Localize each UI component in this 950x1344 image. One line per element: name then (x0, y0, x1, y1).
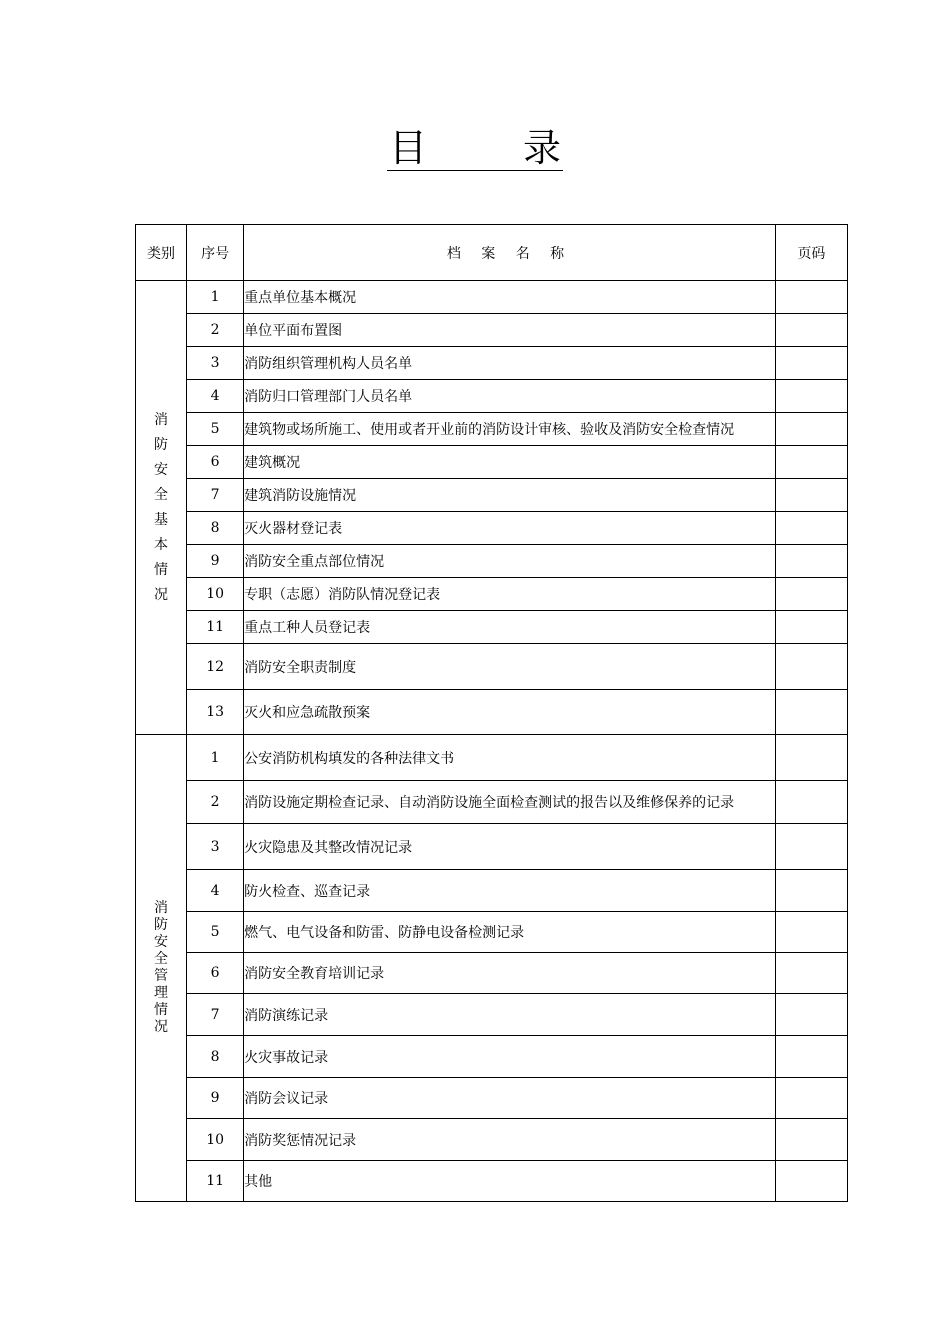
header-row (136, 225, 848, 281)
record-name: 消防组织管理机构人员名单 (244, 347, 776, 380)
row-number: 10 (187, 1119, 244, 1161)
category-label: 消防安全基本情况 (154, 411, 169, 603)
record-name: 消防安全重点部位情况 (244, 545, 776, 578)
toc-table (135, 224, 848, 1202)
table-row (136, 314, 848, 347)
row-number: 9 (187, 545, 244, 578)
record-name: 燃气、电气设备和防雷、防静电设备检测记录 (244, 912, 776, 953)
table-row (136, 781, 848, 824)
record-name: 消防归口管理部门人员名单 (244, 380, 776, 413)
row-number: 8 (187, 1036, 244, 1078)
category-cell (136, 735, 187, 1202)
header-category: 类别 (136, 225, 187, 281)
table-row (136, 735, 848, 781)
page-number-cell (775, 912, 847, 953)
row-number: 3 (187, 347, 244, 380)
table-row (136, 690, 848, 735)
record-name: 灭火和应急疏散预案 (244, 690, 776, 735)
record-name: 专职（志愿）消防队情况登记表 (244, 578, 776, 611)
page-title (0, 126, 950, 171)
record-name: 消防设施定期检查记录、自动消防设施全面检查测试的报告以及维修保养的记录 (244, 781, 776, 824)
page-number-cell (775, 824, 847, 870)
table-row (136, 446, 848, 479)
page-number-cell (775, 1119, 847, 1161)
page-number-cell (775, 1078, 847, 1119)
row-number: 8 (187, 512, 244, 545)
table-row (136, 1161, 848, 1202)
table-row (136, 281, 848, 314)
record-name: 防火检查、巡查记录 (244, 870, 776, 912)
record-name: 公安消防机构填发的各种法律文书 (244, 735, 776, 781)
row-number: 12 (187, 644, 244, 690)
record-name: 重点单位基本概况 (244, 281, 776, 314)
row-number: 2 (187, 314, 244, 347)
record-name: 消防奖惩情况记录 (244, 1119, 776, 1161)
page-number-cell (775, 479, 847, 512)
header-page: 页码 (775, 225, 847, 281)
row-number: 1 (187, 735, 244, 781)
page-number-cell (775, 380, 847, 413)
page-number-cell (775, 644, 847, 690)
table-row (136, 870, 848, 912)
row-number: 4 (187, 870, 244, 912)
record-name: 消防安全教育培训记录 (244, 953, 776, 994)
category-label: 消防安全管理情况 (154, 900, 169, 1035)
page-number-cell (775, 994, 847, 1036)
row-number: 7 (187, 994, 244, 1036)
record-name: 建筑消防设施情况 (244, 479, 776, 512)
title-right-char: 录 (523, 126, 562, 170)
page-number-cell (775, 512, 847, 545)
row-number: 5 (187, 912, 244, 953)
table-row (136, 479, 848, 512)
row-number: 2 (187, 781, 244, 824)
page-number-cell (775, 953, 847, 994)
row-number: 6 (187, 953, 244, 994)
row-number: 4 (187, 380, 244, 413)
row-number: 1 (187, 281, 244, 314)
page-number-cell (775, 690, 847, 735)
table-row (136, 1036, 848, 1078)
page-number-cell (775, 870, 847, 912)
record-name: 其他 (244, 1161, 776, 1202)
row-number: 10 (187, 578, 244, 611)
record-name: 重点工种人员登记表 (244, 611, 776, 644)
record-name: 火灾隐患及其整改情况记录 (244, 824, 776, 870)
table-row (136, 611, 848, 644)
record-name: 单位平面布置图 (244, 314, 776, 347)
record-name: 建筑物或场所施工、使用或者开业前的消防设计审核、验收及消防安全检查情况 (244, 413, 776, 446)
record-name: 消防演练记录 (244, 994, 776, 1036)
header-number: 序号 (187, 225, 244, 281)
row-number: 11 (187, 611, 244, 644)
page-number-cell (775, 314, 847, 347)
record-name: 消防安全职责制度 (244, 644, 776, 690)
page-number-cell (775, 611, 847, 644)
page-number-cell (775, 281, 847, 314)
table-row (136, 512, 848, 545)
header-name: 档 案 名 称 (244, 225, 776, 281)
table-row (136, 347, 848, 380)
record-name: 灭火器材登记表 (244, 512, 776, 545)
table-row (136, 380, 848, 413)
record-name: 建筑概况 (244, 446, 776, 479)
row-number: 13 (187, 690, 244, 735)
table-row (136, 413, 848, 446)
table-row (136, 545, 848, 578)
row-number: 5 (187, 413, 244, 446)
table-row (136, 578, 848, 611)
toc-body (136, 281, 848, 1202)
page-number-cell (775, 347, 847, 380)
page-number-cell (775, 545, 847, 578)
table-row (136, 1078, 848, 1119)
table-row (136, 824, 848, 870)
row-number: 6 (187, 446, 244, 479)
row-number: 7 (187, 479, 244, 512)
table-row (136, 1119, 848, 1161)
page-number-cell (775, 1036, 847, 1078)
table-row (136, 912, 848, 953)
page-number-cell (775, 1161, 847, 1202)
page-number-cell (775, 578, 847, 611)
page-number-cell (775, 735, 847, 781)
row-number: 3 (187, 824, 244, 870)
table-row (136, 994, 848, 1036)
title-left-char: 目 (388, 126, 427, 170)
row-number: 9 (187, 1078, 244, 1119)
page-number-cell (775, 446, 847, 479)
page-number-cell (775, 781, 847, 824)
row-number: 11 (187, 1161, 244, 1202)
table-row (136, 644, 848, 690)
record-name: 消防会议记录 (244, 1078, 776, 1119)
page-number-cell (775, 413, 847, 446)
table-row (136, 953, 848, 994)
record-name: 火灾事故记录 (244, 1036, 776, 1078)
category-cell (136, 281, 187, 735)
